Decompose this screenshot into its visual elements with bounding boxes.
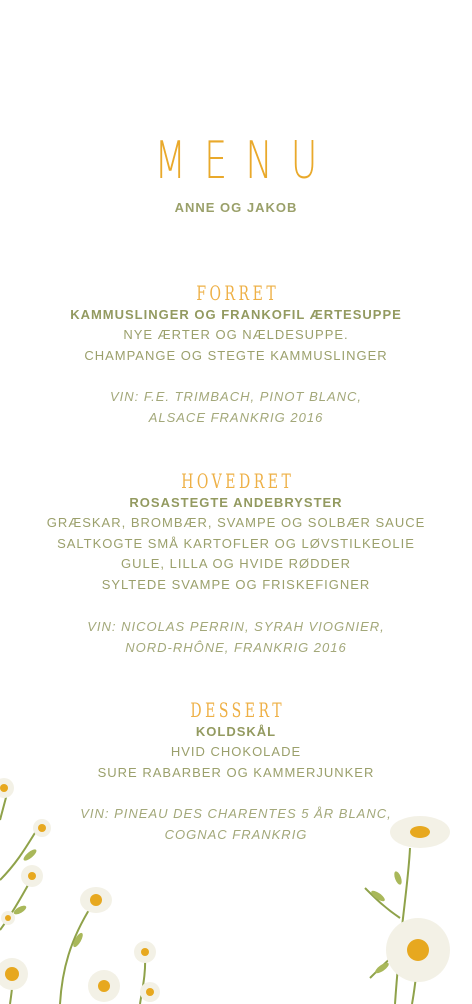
daisy-flowers-icon: [0, 760, 200, 1004]
dish-line: SALTKOGTE SMÅ KARTOFLER OG LØVSTILKEOLIE: [57, 535, 415, 551]
dish-line: GRÆSKAR, BROMBÆR, SVAMPE OG SOLBÆR SAUCE: [46, 515, 426, 530]
daisy-flowers-icon: [340, 808, 472, 1004]
dish-line: HVID CHOKOLADE: [170, 744, 302, 759]
dish-line: SURE RABARBER OG KAMMERJUNKER: [97, 764, 375, 780]
section-hovedret: [0, 469, 472, 658]
section-forret: [0, 281, 472, 429]
dish-title: ROSASTEGTE ANDEBRYSTER: [129, 495, 343, 510]
wine-line: ALSACE FRANKRIG 2016: [148, 410, 324, 426]
wine-line: NORD-RHÔNE, FRANKRIG 2016: [125, 639, 347, 655]
dish-line: NYE ÆRTER OG NÆLDESUPPE.: [123, 327, 349, 342]
wine-line: VIN: PINEAU DES CHARENTES 5 ÅR BLANC,: [80, 806, 392, 822]
couple-names: ANNE OG JAKOB: [174, 200, 298, 215]
dish-line: CHAMPANGE OG STEGTE KAMMUSLINGER: [84, 347, 388, 363]
menu-title: MENU: [154, 131, 336, 191]
section-heading: FORRET: [196, 281, 280, 305]
wine-line: VIN: F.E. TRIMBACH, PINOT BLANC,: [109, 389, 363, 405]
dish-line: GULE, LILLA OG HVIDE RØDDER: [120, 556, 351, 572]
dish-line: SYLTEDE SVAMPE OG FRISKEFIGNER: [101, 577, 371, 593]
dish-title: KOLDSKÅL: [195, 724, 277, 739]
wine-line: COGNAC FRANKRIG: [164, 827, 308, 843]
section-heading: HOVEDRET: [181, 469, 295, 493]
wine-line: VIN: NICOLAS PERRIN, SYRAH VIOGNIER,: [87, 618, 385, 634]
dish-title: KAMMUSLINGER OG FRANKOFIL ÆRTESUPPE: [70, 307, 402, 322]
section-heading: DESSERT: [190, 698, 286, 722]
